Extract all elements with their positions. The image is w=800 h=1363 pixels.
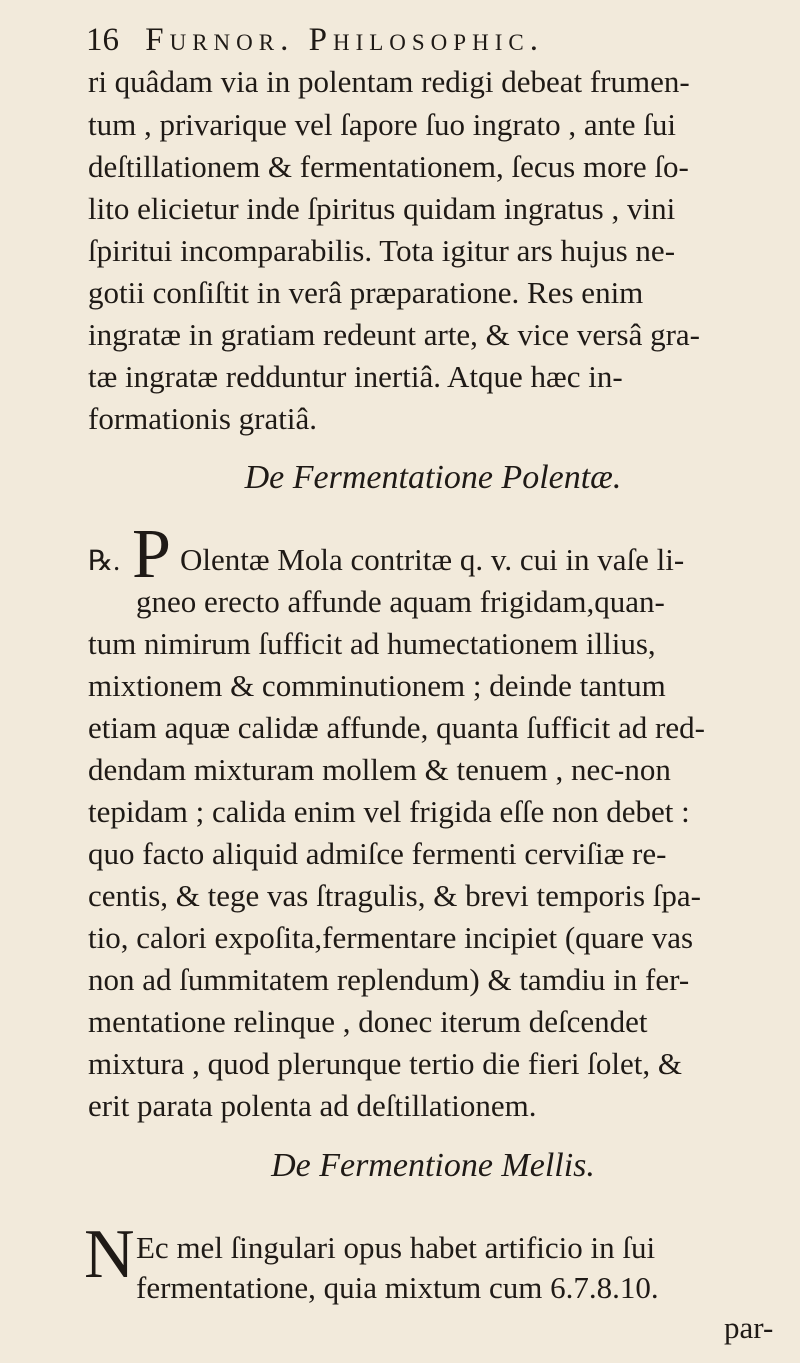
text-line: tepidam ; calida enim vel frigida eſſe non debet : xyxy=(88,794,690,829)
section-heading: De Fermentione Mellis. xyxy=(271,1147,595,1184)
page-number: 16 xyxy=(86,22,119,58)
text-line: Ec mel ſingulari opus habet artificio in ſui xyxy=(136,1230,656,1265)
running-head: Furnor. Philosophic. xyxy=(145,22,544,58)
text-line: mixtionem & comminutionem ; deinde tantum xyxy=(88,668,666,703)
text-line: centis, & tege vas ſtragulis, & brevi temporis ſpa- xyxy=(88,878,701,913)
catchword: par- xyxy=(724,1310,774,1345)
drop-cap: N xyxy=(84,1216,135,1293)
text-line: Olentæ Mola contritæ q. v. cui in vaſe li- xyxy=(180,542,685,577)
text-line: mixtura , quod plerunque tertio die fieri ſolet, & xyxy=(88,1046,683,1081)
text-line: gneo erectο affunde aquam frigidam,quan- xyxy=(136,584,665,619)
text-line: gotii conſiſtit in verâ præparatione. Res enim xyxy=(88,275,644,310)
text-line: fermentatione, quia mixtum cum 6.7.8.10. xyxy=(136,1270,659,1305)
text-line: tum , privarique vel ſapore ſuo ingrato , ante ſui xyxy=(88,107,676,142)
text-line: etiam aquæ calidæ affunde, quanta ſufficit ad red- xyxy=(88,710,705,745)
drop-cap: P xyxy=(132,516,171,593)
text-line: ingratæ in gratiam redeunt arte, & vice versâ gra- xyxy=(88,317,700,352)
text-line: lito elicietur inde ſpiritus quidam ingratus , vini xyxy=(88,191,676,226)
text-line: erit parata polenta ad deſtillationem. xyxy=(88,1088,537,1123)
text-line: formationis gratiâ. xyxy=(88,401,317,436)
section-heading: De Fermentatione Polentæ. xyxy=(244,459,622,496)
text-line: tæ ingratæ redduntur inertiâ. Atque hæc in- xyxy=(88,359,623,394)
text-line: non ad ſummitatem replendum) & tamdiu in fer- xyxy=(88,962,690,997)
text-line: deſtillationem & fermentationem, ſecus more ſo- xyxy=(88,149,689,184)
text-line: dendam mixturam mollem & tenuem , nec-non xyxy=(88,752,671,787)
recipe-symbol-text: ℞. xyxy=(88,546,121,577)
text-line: ſpiritui incomparabilis. Tota igitur ars hujus ne- xyxy=(88,233,676,268)
text-line: mentatione relinque , donec iterum deſcendet xyxy=(88,1004,648,1039)
text-line: quo facto aliquid admiſce fermenti cerviſiæ re- xyxy=(88,836,667,871)
text-line: tio, calori expoſita,fermentare incipiet (quare vas xyxy=(88,920,694,955)
page-header xyxy=(86,16,786,64)
text-line: ri quâdam via in polentam redigi debeat frumen- xyxy=(88,64,690,99)
text-line: tum nimirum ſufficit ad humectationem illius, xyxy=(88,626,656,661)
